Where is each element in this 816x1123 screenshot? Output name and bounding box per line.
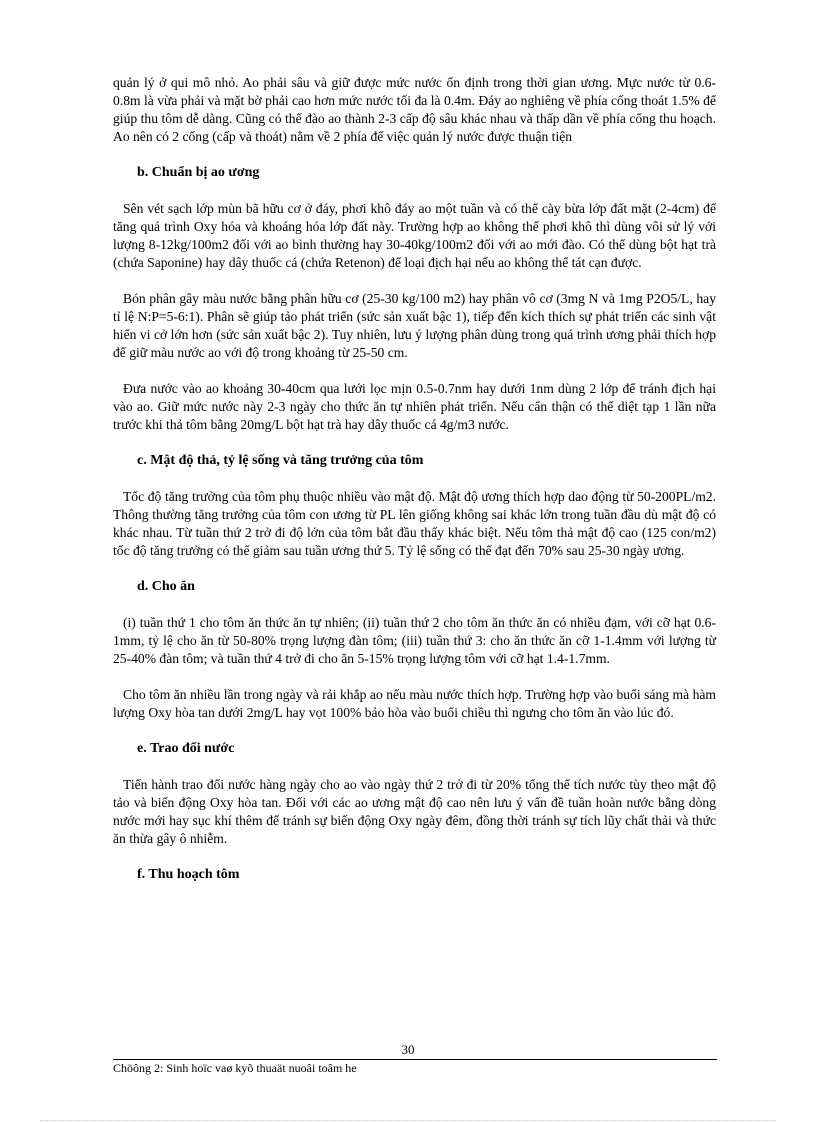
paragraph-growth-rate: Tốc độ tăng trưởng của tôm phụ thuộc nhiều vào mật độ. Mật độ ương thích hợp dao động từ 50-200PL/m2. Thông thường tăng trưởng của tôm con ương từ PL lên giống không sai khác lớn trong tuần đầu dù mật độ có khác nhau. Từ tuần thứ 2 trở đi độ lớn của tôm bắt đầu thấy khác biệt. Nếu tôm thả mật độ cao (125 con/m2) tốc độ tăng trưởng có thể giảm sau tuần ương thứ 5. Tỷ lệ sống có thể đạt đến 70% sau 25-30 ngày ương. [113, 489, 716, 558]
paragraph-water-intake: Đưa nước vào ao khoảng 30-40cm qua lưới lọc mịn 0.5-0.7nm hay dưới 1nm dùng 2 lớp để tránh địch hại vào ao. Giữ mức nước này 2-3 ngày cho thức ăn tự nhiên phát triển. Nếu cẩn thận có thể diệt tạp 1 lần nữa trước khi thả tôm bằng 20mg/L bột hạt trà hay dây thuốc cá 4g/m3 nước. [113, 381, 716, 432]
page-edge-divider [40, 1120, 776, 1121]
heading-b: b. Chuẩn bị ao ương [137, 165, 260, 180]
paragraph-pond-preparation: Sên vét sạch lớp mùn bã hữu cơ ở đáy, phơi khô đáy ao một tuần và có thể cày bừa lớp đất mặt (2-4cm) để tăng quá trình Oxy hóa và khoáng hóa lớp đất này. Trường hợp ao không thể phơi khô thì dùng vôi sử lý với lượng 8-12kg/100m2 đối với ao bình thường hay 30-40kg/100m2 đối với ao mới đào. Có thể dùng bột hạt trà (chứa Saponine) hay dây thuốc cá (chứa Retenon) để loại địch hại nếu ao không thể tát cạn được. [113, 201, 716, 270]
paragraph-fertilizing: Bón phân gây màu nước bằng phân hữu cơ (25-30 kg/100 m2) hay phân vô cơ (3mg N và 1mg P2O5/L, hay tỉ lệ N:P=5-6:1). Phân sẽ giúp tảo phát triển (sức sản xuất bậc 1), tiếp đến kích thích sự phát triển các sinh vật hiển vi cở lớn hơn (sức sản xuất bậc 2). Tuy nhiên, lưu ý lượng phân dùng trong quá trình ương phải thích hợp để giữ màu nước ao với độ trong khoảng từ 25-50 cm. [113, 291, 716, 360]
paragraph-pond-design: quản lý ở qui mô nhỏ. Ao phải sâu và giữ được mức nước ổn định trong thời gian ương. Mực nước từ 0.6-0.8m là vừa phải và mặt bờ phải cao hơn mức nước tối đa là 0.4m. Đáy ao nghiêng về phía cống thoát 1.5% để giúp thu tôm dễ dàng. Cũng có thể đào ao thành 2-3 cấp độ sâu khác nhau và thấp dần về phía cống thu hoạch. Ao nên có 2 cống (cấp và thoát) nằm về 2 phía để việc quản lý nước được thuận tiện [113, 75, 716, 144]
heading-f: f. Thu hoạch tôm [137, 867, 240, 882]
heading-c: c. Mật độ thả, tỷ lệ sống và tăng trưởng của tôm [137, 453, 424, 468]
paragraph-feeding-frequency: Cho tôm ăn nhiều lần trong ngày và rải khắp ao nếu màu nước thích hợp. Trường hợp vào buổi sáng mà hàm lượng Oxy hòa tan dưới 2mg/L hay vọt 100% bảo hòa vào buổi chiều thì ngưng cho tôm ăn vào lúc đó. [113, 687, 716, 720]
footer-caption: Chöông 2: Sinh hoïc vaø kyõ thuaät nuoâi toâm he [113, 1061, 357, 1075]
document-body [113, 74, 716, 884]
heading-e: e. Trao đổi nước [137, 741, 235, 756]
page-number: 30 [401, 1042, 415, 1057]
paragraph-water-exchange: Tiến hành trao đổi nước hàng ngày cho ao vào ngày thứ 2 trở đi từ 20% tổng thể tích nước tùy theo mật độ tảo và biến động Oxy hòa tan. Đối với các ao ương mật độ cao nên lưu ý vấn đề tuần hoàn nước bằng dòng nước mới hay sục khí thêm để tránh sự biến động Oxy ngày đêm, đồng thời tránh sự tích lũy chất thải và thức ăn thừa gây ô nhiễm. [113, 777, 716, 846]
heading-d: d. Cho ăn [137, 579, 195, 594]
footer-divider [113, 1059, 717, 1060]
paragraph-feeding-schedule: (i) tuần thứ 1 cho tôm ăn thức ăn tự nhiên; (ii) tuần thứ 2 cho tôm ăn thức ăn có nhiều đạm, với cỡ hạt 0.6-1mm, tỷ lệ cho ăn từ 50-80% trọng lượng đàn tôm; (iii) tuần thứ 3: cho ăn thức ăn cỡ 1-1.4mm với lượng từ 25-40% đàn tôm; và tuần thứ 4 trở đi cho ăn 5-15% trọng lượng tôm với cỡ hạt 1.4-1.7mm. [113, 615, 716, 666]
